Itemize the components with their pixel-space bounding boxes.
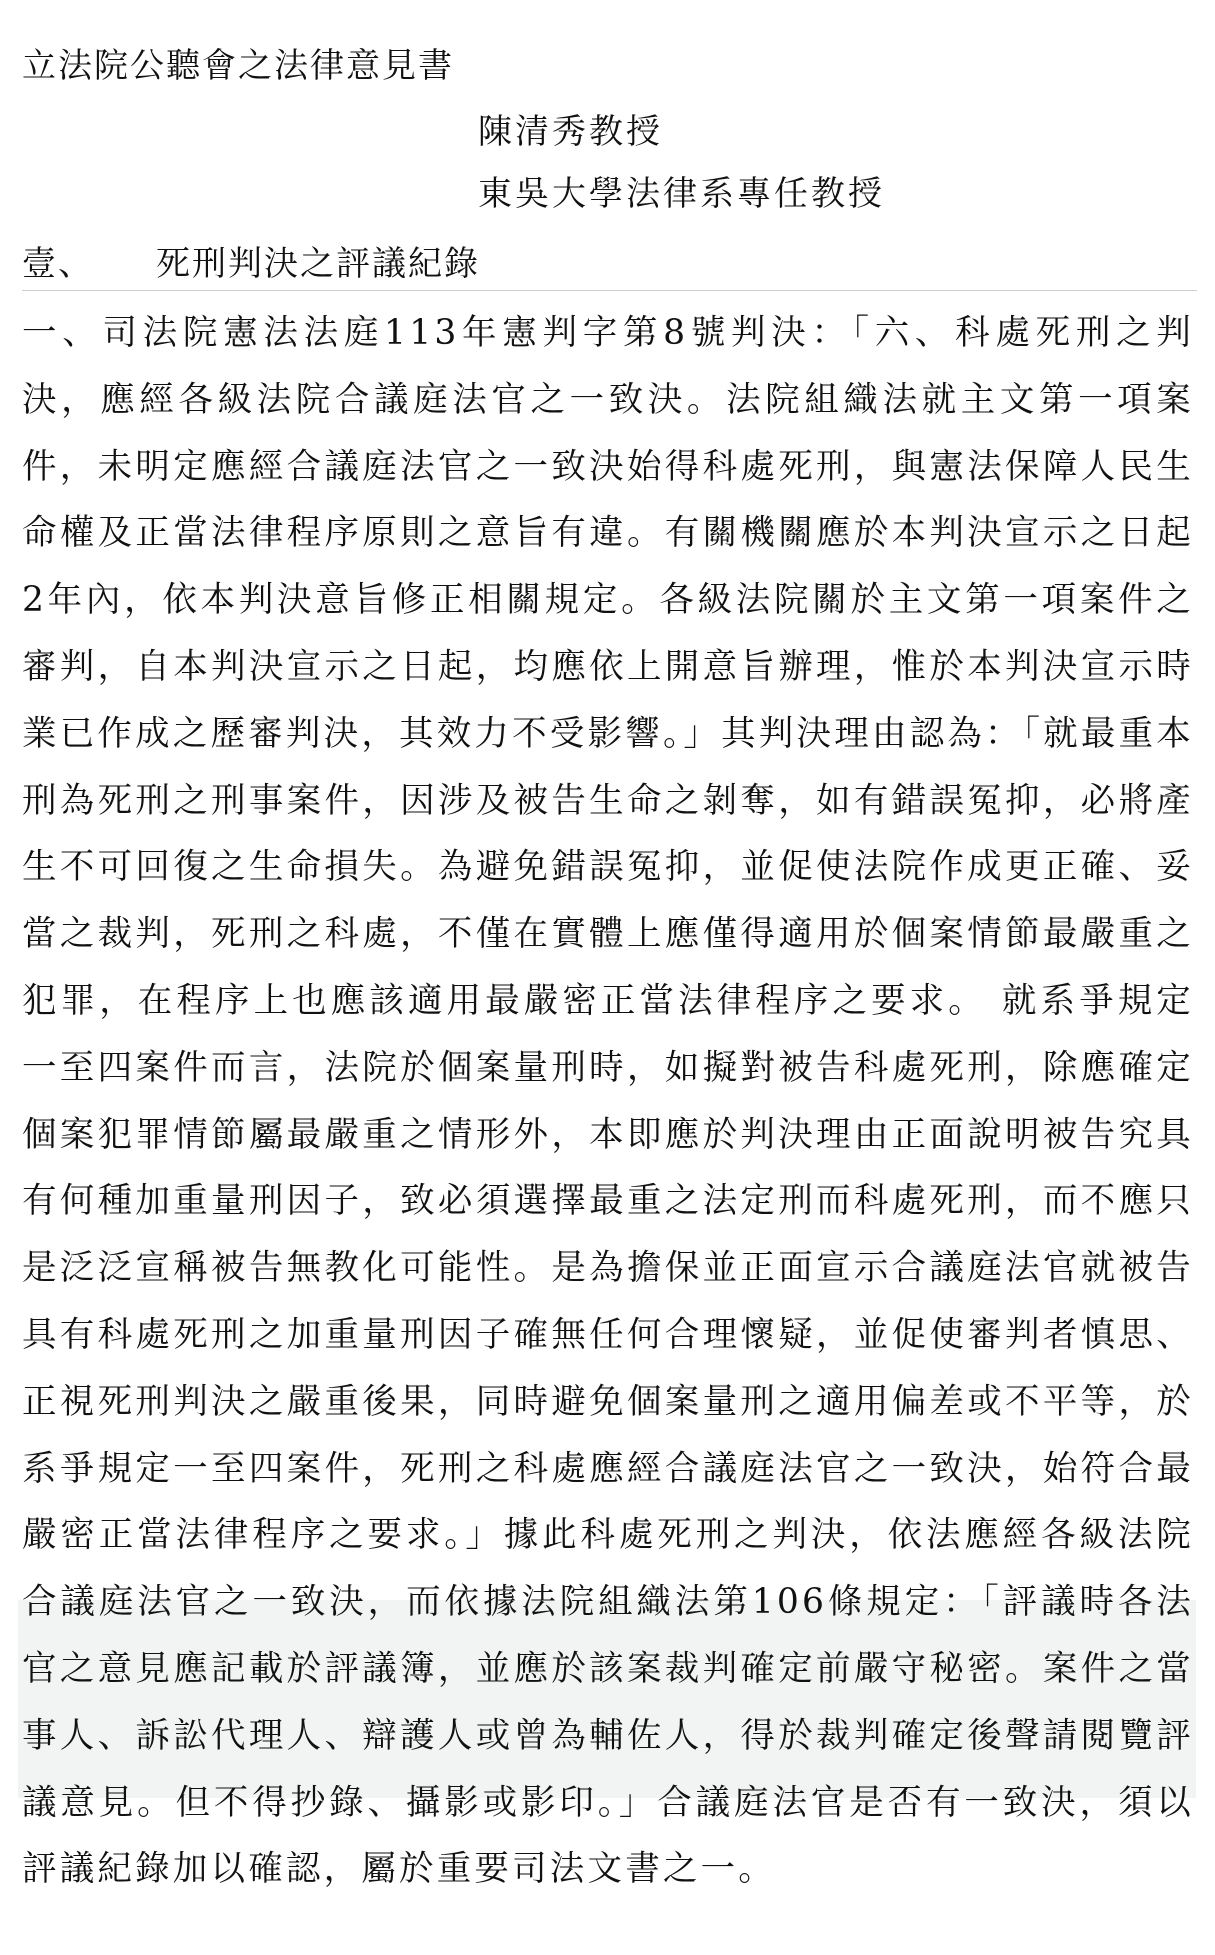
author-name: 陳清秀教授 [478,112,663,152]
section-heading-text: 死刑判決之評議紀錄 [156,244,480,284]
body-paragraph: 一、司法院憲法法庭113年憲判字第8號判決：「六、科處死刑之判決，應經各級法院合議庭法官之一致決。法院組織法就主文第一項案件，未明定應經合議庭法官之一致決始得科處死刑，與憲法保障人民生命權及正當法律程序原則之意旨有違。有關機關應於本判決宣示之日起2年內，依本判決意旨修正相關規定。各級法院關於主文第一項案件之審判，自本判決宣示之日起，均應依上開意旨辦理，惟於本判決宣示時業已作成之歷審判決，其效力不受影響。」其判決理由認為：「就最重本刑為死刑之刑事案件，因涉及被告生命之剝奪，如有錯誤冤抑，必將產生不可回復之生命損失。為避免錯誤冤抑，並促使法院作成更正確、妥當之裁判，死刑之科處，不僅在實體上應僅得適用於個案情節最嚴重之犯罪，在程序上也應該適用最嚴密正當法律程序之要求。 就系爭規定一至四案件而言，法院於個案量刑時，如擬對被告科處死刑，除應確定個案犯罪情節屬最嚴重之情形外，本即應於判決理由正面說明被告究具有何種加重量刑因子，致必須選擇最重之法定刑而科處死刑，而不應只是泛泛宣稱被告無教化可能性。是為擔保並正面宣示合議庭法官就被告具有科處死刑之加重量刑因子確無任何合理懷疑，並促使審判者慎思、正視死刑判決之嚴重後果，同時避免個案量刑之適用偏差或不平等，於系爭規定一至四案件，死刑之科處應經合議庭法官之一致決，始符合最嚴密正當法律程序之要求。」據此科處死刑之判決，依法應經各級法院合議庭法官之一致決，而依據法院組織法第106條規定：「評議時各法官之意見應記載於評議簿，並應於該案裁判確定前嚴守秘密。案件之當事人、訴訟代理人、辯護人或曾為輔佐人，得於裁判確定後聲請閱覽評議意見。但不得抄錄、攝影或影印。」合議庭法官是否有一致決，須以評議紀錄加以確認，屬於重要司法文書之一。 [22,313,1194,1890]
author-affiliation: 東吳大學法律系專任教授 [478,174,885,214]
section-heading [22,242,1197,291]
section-number: 壹、 [22,244,94,284]
document-title: 立法院公聽會之法律意見書 [22,46,454,86]
